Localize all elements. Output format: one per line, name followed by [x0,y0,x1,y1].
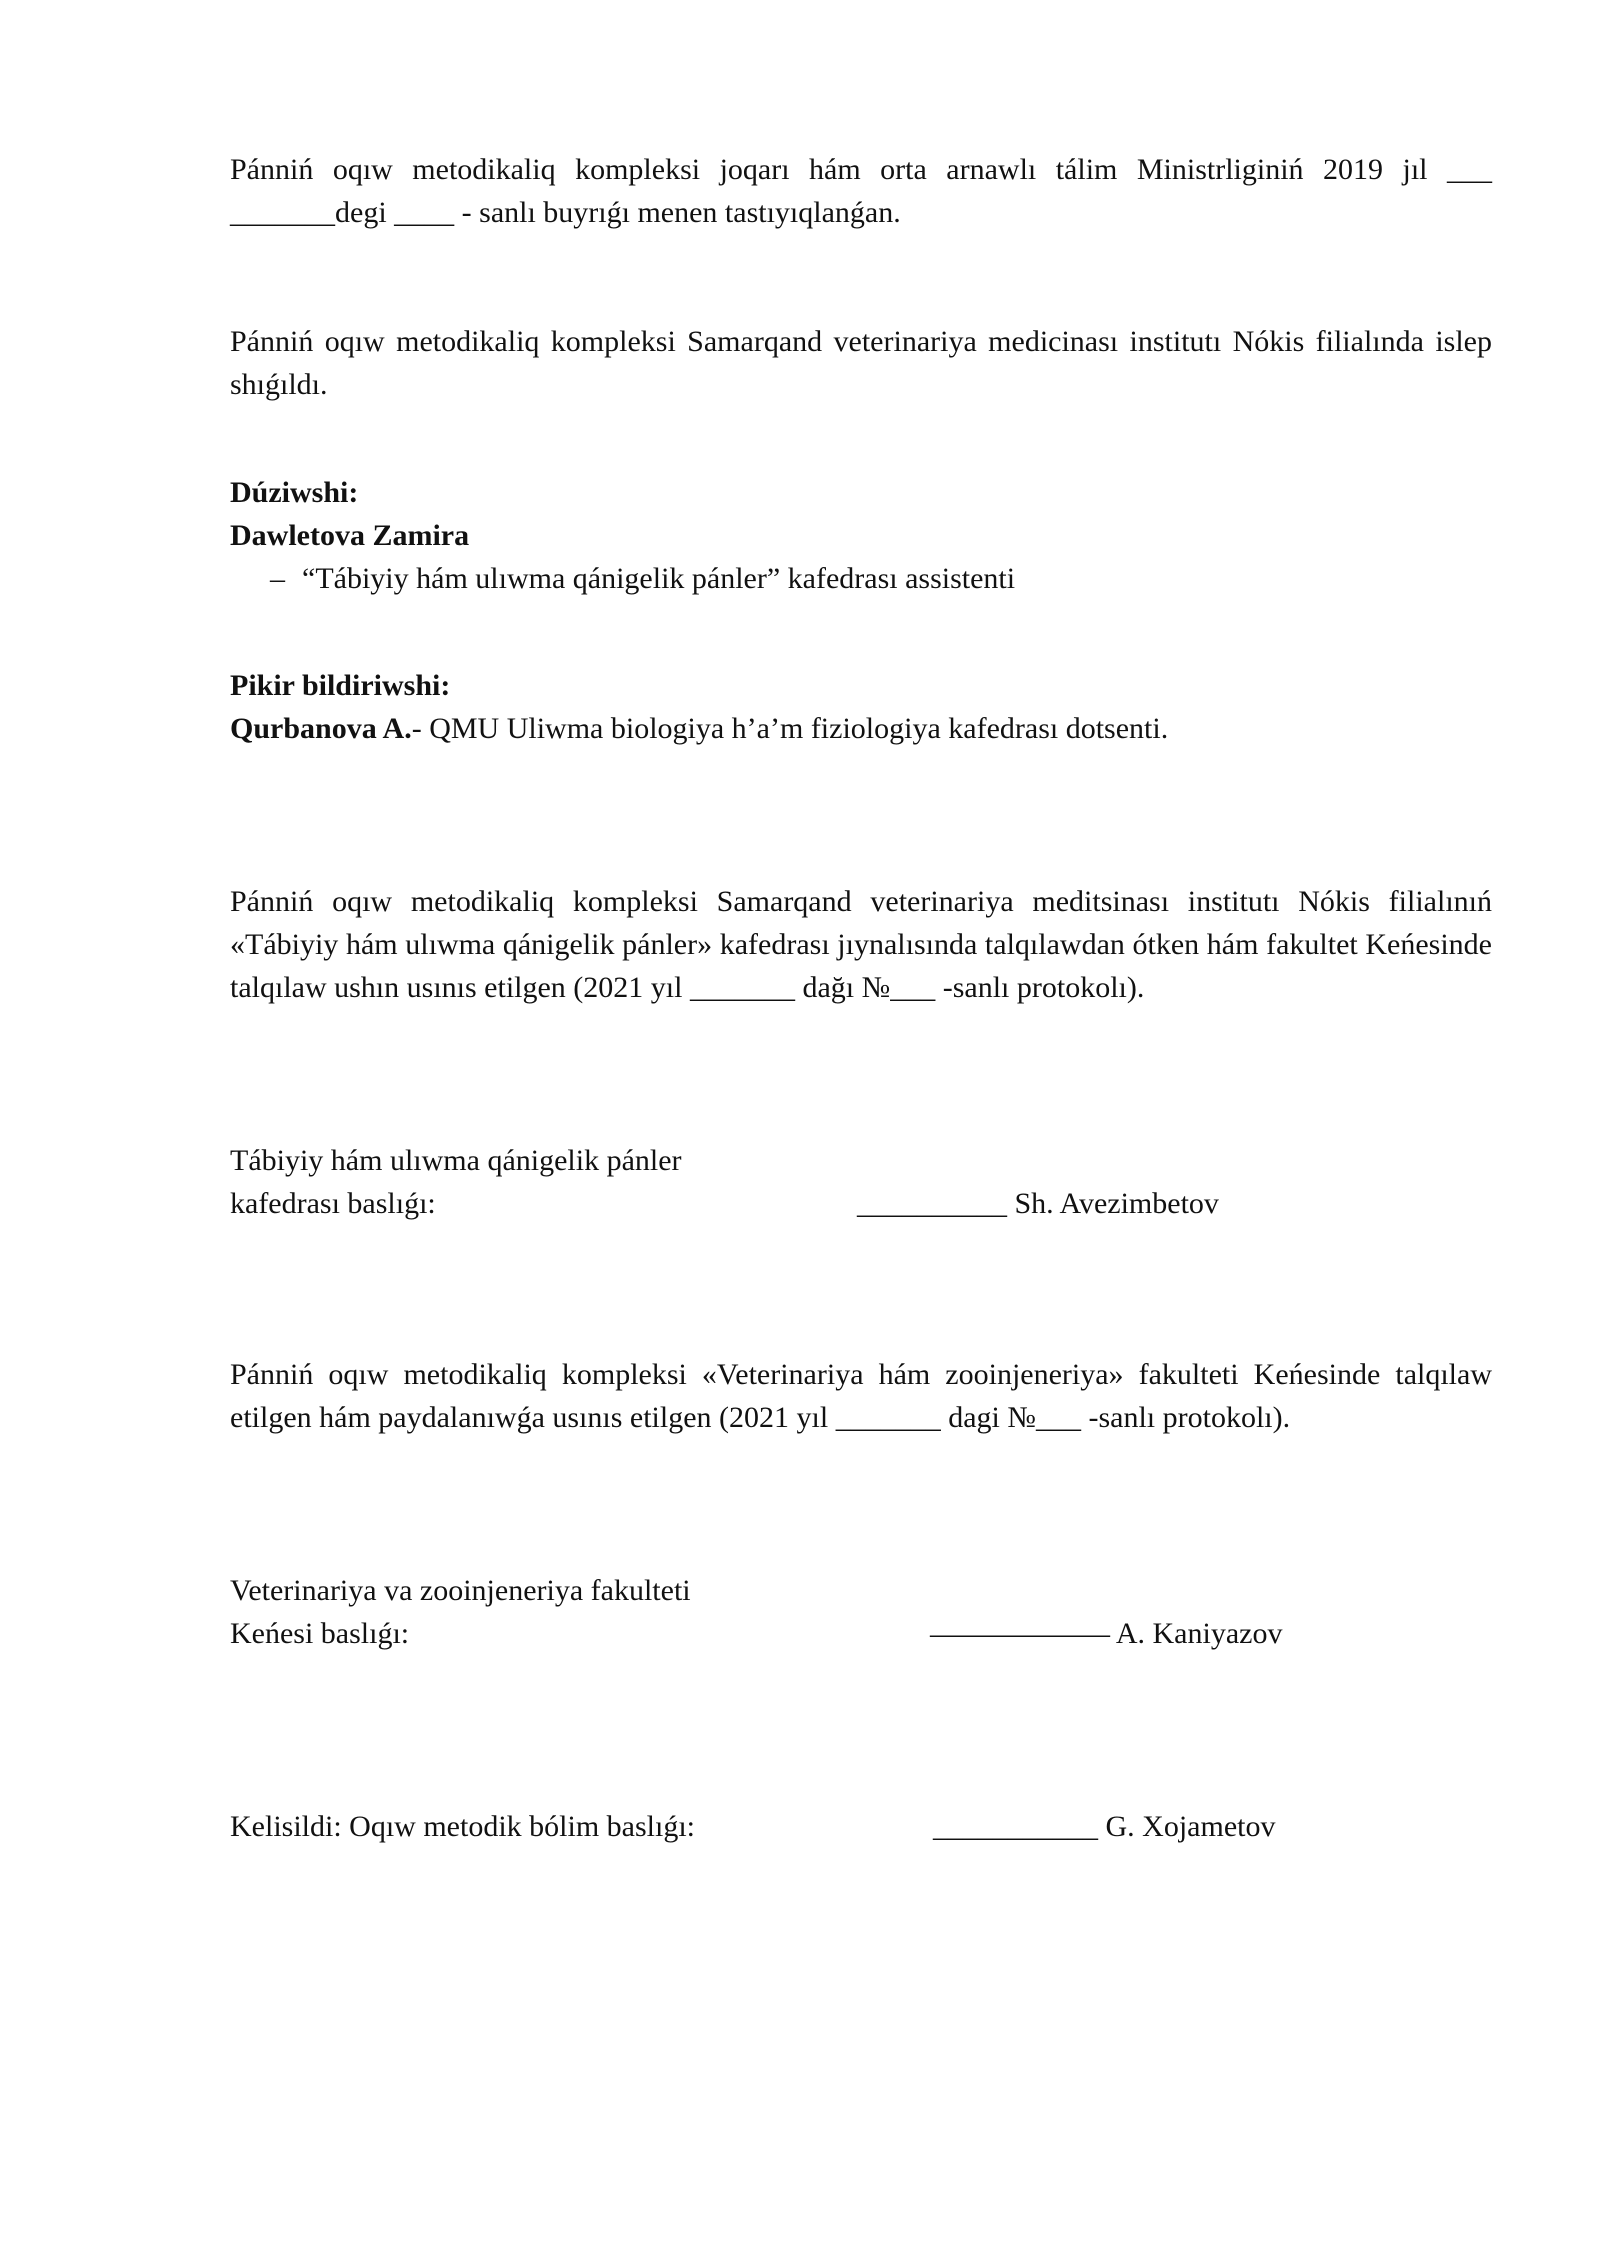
compiler-name: Dawletova Zamira [230,519,470,552]
reviewer-heading: Pikir bildiriwshi: [230,669,451,702]
list-dash: – [270,562,285,595]
faculty-council-signature: —————— A. Kaniyazov [930,1617,1283,1650]
department-discussion-paragraph: Pánniń oqıw metodikaliq kompleksi Samarqand veterinariya meditsinası institutı Nókis filialınıń «Tábiyiy hám ulıwma qánigelik pánler» kafedrası jıynalısında talqılawdan ótken hám fakultet Keńesinde talqılaw ushın usınıs etilgen (2021 yıl _______ dağı №___ -sanlı protokolı). [230,885,1492,1004]
department-head-label: kafedrası baslıǵı: [230,1187,436,1220]
department-head-title: Tábiyiy hám ulıwma qánigelik pánler [230,1144,682,1177]
faculty-council-row [230,1612,1492,1655]
compiler-heading: Dúziwshi: [230,476,359,509]
faculty-council-label: Keńesi baslıǵı: [230,1617,410,1650]
methodical-head-label: Kelisildi: Oqıw metodik bólim baslıǵı: [230,1810,695,1843]
origin-paragraph: Pánniń oqıw metodikaliq kompleksi Samarqand veterinariya medicinası institutı Nókis filialında islep shıǵıldı. [230,325,1492,401]
methodical-head-signature: ___________ G. Xojametov [933,1810,1276,1843]
document-page [230,148,1492,1848]
reviewer-role: - QMU Uliwma biologiya h’a’m fiziologiya kafedrası dotsenti. [411,712,1169,745]
methodical-head-row [230,1805,1492,1848]
faculty-council-paragraph: Pánniń oqıw metodikaliq kompleksi «Veterinariya hám zooinjeneriya» fakulteti Keńesinde talqılaw etilgen hám paydalanıwǵa usınıs etilgen (2021 yıl _______ dagi №___ -sanlı protokolı). [230,1358,1492,1434]
compiler-role-item [270,557,1492,600]
approval-paragraph: Pánniń oqıw metodikaliq kompleksi joqarı hám orta arnawlı tálim Ministrliginiń 2019 jıl ___ _______degi ____ - sanlı buyrıǵı menen tastıyıqlanǵan. [230,153,1492,229]
department-head-signature: __________ Sh. Avezimbetov [857,1187,1219,1220]
faculty-council-title: Veterinariya va zooinjeneriya fakulteti [230,1574,691,1607]
department-head-row [230,1182,1492,1225]
reviewer-line [230,707,1492,750]
compiler-role: “Tábiyiy hám ulıwma qánigelik pánler” kafedrası assistenti [302,562,1016,595]
reviewer-name: Qurbanova A. [230,712,412,745]
